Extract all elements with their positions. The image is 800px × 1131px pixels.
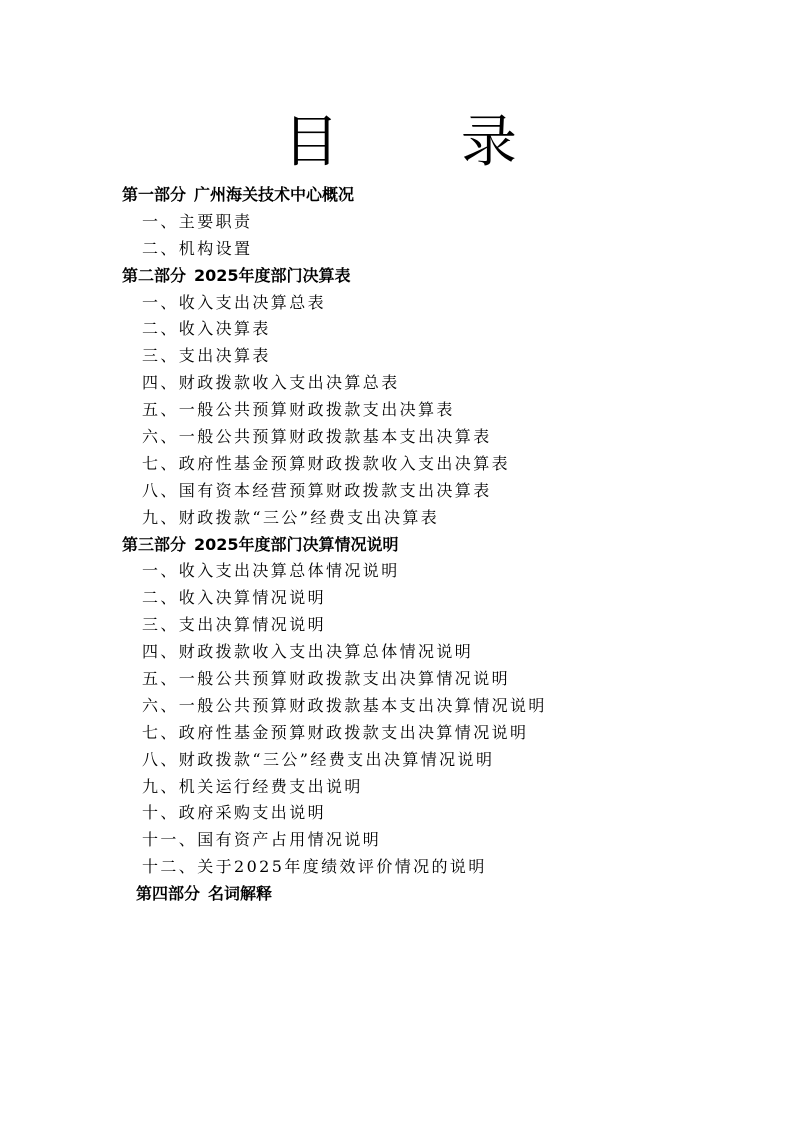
toc-item[interactable]: 一、收入支出决算总体情况说明: [142, 561, 400, 581]
part-name: 2025年度部门决算情况说明: [194, 534, 399, 554]
toc-item[interactable]: 三、支出决算表: [142, 346, 271, 366]
toc-item[interactable]: 八、国有资本经营预算财政拨款支出决算表: [142, 480, 492, 500]
toc-item[interactable]: 二、收入决算情况说明: [142, 588, 327, 608]
toc-part-4[interactable]: [0, 881, 800, 908]
toc-item[interactable]: 五、一般公共预算财政拨款支出决算表: [142, 400, 455, 420]
toc-item[interactable]: 七、政府性基金预算财政拨款支出决算情况说明: [142, 722, 529, 742]
page-title: 目 录: [283, 110, 569, 175]
toc-part-2[interactable]: [0, 263, 800, 290]
toc-item[interactable]: 五、一般公共预算财政拨款支出决算情况说明: [142, 669, 511, 689]
part-label: 第二部分: [122, 265, 187, 285]
toc-item[interactable]: 十、政府采购支出说明: [142, 803, 327, 823]
part-label: 第四部分: [136, 884, 201, 904]
part-name: 名词解释: [208, 884, 273, 904]
toc-item[interactable]: 九、财政拨款“三公”经费支出决算表: [142, 507, 440, 527]
part-label: 第三部分: [122, 534, 187, 554]
part-name: 广州海关技术中心概况: [194, 185, 355, 204]
toc-item[interactable]: 四、财政拨款收入支出决算总表: [142, 373, 400, 393]
part-label: 第一部分: [122, 185, 187, 204]
toc-item[interactable]: 四、财政拨款收入支出决算总体情况说明: [142, 642, 474, 662]
toc-item[interactable]: 十二、关于2025年度绩效评价情况的说明: [142, 857, 487, 877]
toc-item[interactable]: 十一、国有资产占用情况说明: [142, 830, 382, 850]
toc-item[interactable]: 九、机关运行经费支出说明: [142, 776, 363, 796]
toc-item[interactable]: 八、财政拨款“三公”经费支出决算情况说明: [142, 749, 495, 769]
toc-item[interactable]: 二、收入决算表: [142, 319, 271, 339]
toc-item[interactable]: 七、政府性基金预算财政拨款收入支出决算表: [142, 453, 511, 473]
part-name: 2025年度部门决算表: [194, 265, 351, 285]
toc-item[interactable]: 六、一般公共预算财政拨款基本支出决算情况说明: [142, 695, 547, 715]
toc-item[interactable]: 三、支出决算情况说明: [142, 615, 327, 635]
table-of-contents: [0, 182, 800, 908]
toc-item[interactable]: 二、机构设置: [142, 238, 253, 258]
toc-item[interactable]: 一、主要职责: [142, 211, 253, 231]
toc-part-1[interactable]: [0, 182, 800, 209]
toc-item[interactable]: 一、收入支出决算总表: [142, 292, 327, 312]
toc-item[interactable]: 六、一般公共预算财政拨款基本支出决算表: [142, 427, 492, 447]
toc-part-3[interactable]: [0, 532, 800, 559]
